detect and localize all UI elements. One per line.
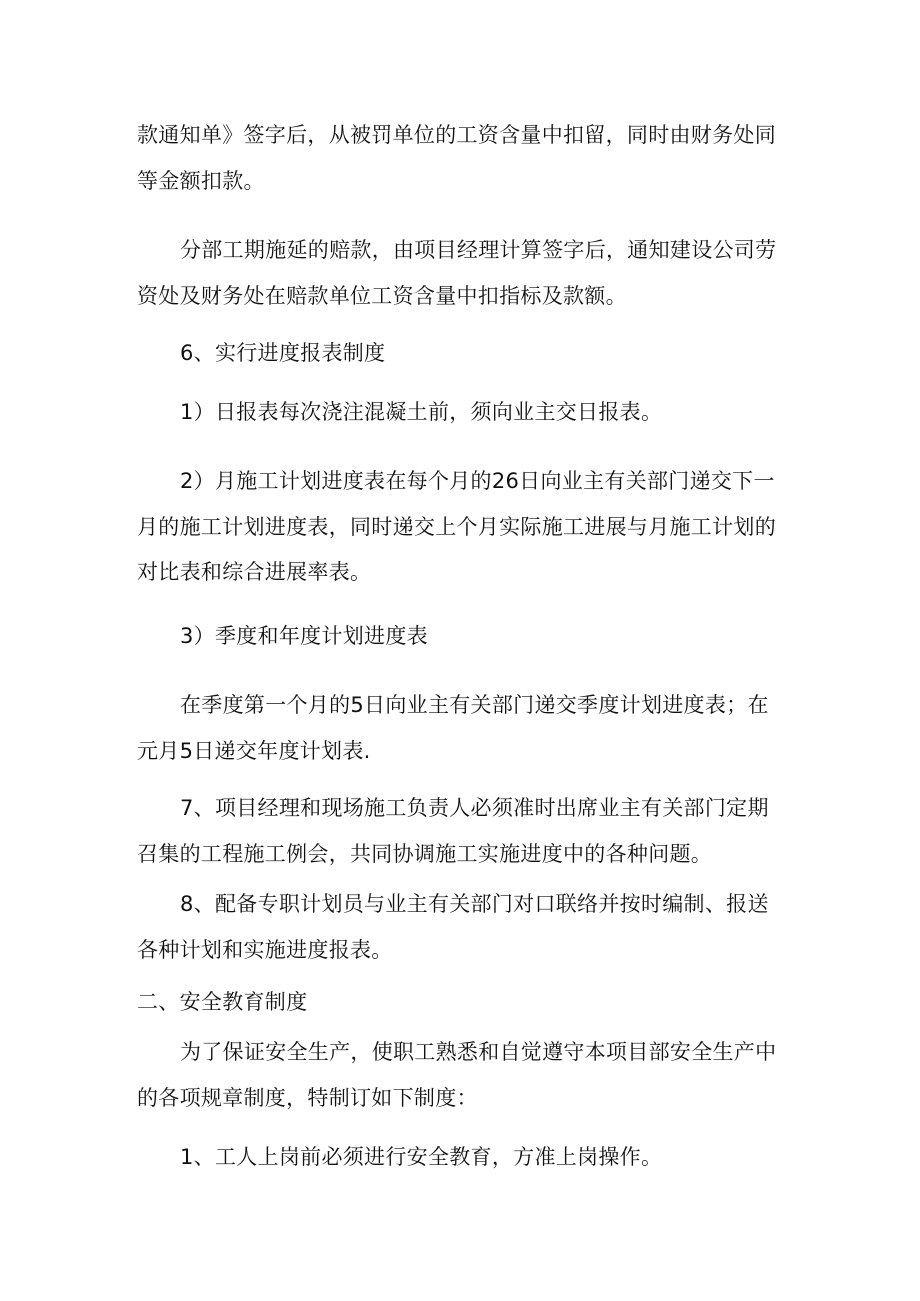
paragraph-daily-report: 1）日报表每次浇注混凝土前，须向业主交日报表。 [180, 400, 663, 424]
paragraph-quarterly-annual-plan: 3）季度和年度计划进度表 [180, 624, 428, 648]
heading-safety-education: 二、安全教育制度 [137, 990, 308, 1014]
paragraph-quarterly-submission: 在季度第一个月的5日向业主有关部门递交季度计划进度表；在元月5日递交年度计划表. [137, 693, 769, 763]
paragraph-penalty-deduction: 款通知单》签字后，从被罚单位的工资含量中扣留，同时由财务处同等金额扣款。 [137, 123, 776, 193]
paragraph-delay-compensation: 分部工期施延的赔款，由项目经理计算签字后，通知建设公司劳资处及财务处在赔款单位工资含量中扣指标及款额。 [137, 238, 777, 308]
paragraph-pre-job-training: 1、工人上岗前必须进行安全教育，方准上岗操作。 [180, 1145, 663, 1169]
heading-progress-report-system: 6、实行进度报表制度 [180, 341, 386, 365]
paragraph-monthly-plan: 2）月施工计划进度表在每个月的26日向业主有关部门递交下一月的施工计划进度表，同时递交上个月实际施工进展与月施工计划的对比表和综合进展率表。 [137, 469, 776, 584]
paragraph-safety-purpose: 为了保证安全生产，使职工熟悉和自觉遵守本项目部安全生产中的各项规章制度，特制订如下制度： [137, 1040, 777, 1110]
paragraph-project-meetings: 7、项目经理和现场施工负责人必须准时出席业主有关部门定期召集的工程施工例会，共同协调施工实施进度中的各种问题。 [137, 796, 769, 866]
paragraph-planner-liaison: 8、配备专职计划员与业主有关部门对口联络并按时编制、报送各种计划和实施进度报表。 [137, 892, 769, 962]
